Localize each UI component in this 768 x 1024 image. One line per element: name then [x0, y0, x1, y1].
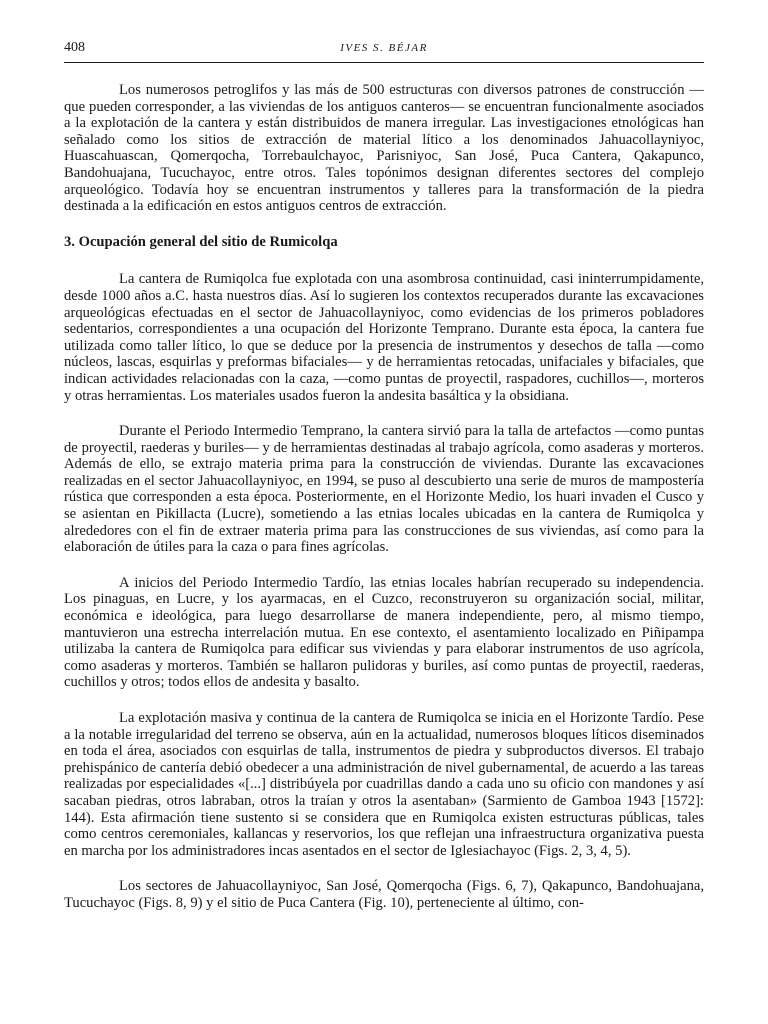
section-heading: 3. Ocupación general del sitio de Rumicolqa	[64, 233, 338, 250]
running-head-author: IVES S. BÉJAR	[340, 42, 428, 54]
page-body	[64, 82, 704, 931]
paragraph-1: Los numerosos petroglifos y las más de 500 estructuras con diversos patrones de construcción —que pueden corresponder, a las viviendas de los antiguos canteros— se encuentran funcionalmente asociados a la explotación de la cantera y están distribuidos de manera irregular. Las investigaciones etnológicas han señalado como los sitios de extracción de material lítico a los denominados Jahuacollayniyoc, Huascahuascan, Qomerqocha, Torrebaulchayoc, Parisniyoc, San José, Puca Cantera, Qakapunco, Bandohuajana, Tucuchayoc, entre otros. Tales topónimos designan diferentes sectores del complejo arqueológico. Todavía hoy se encuentran instrumentos y talleres para la transformación de la piedra destinada a la edificación en estos antiguos centros de extracción.	[64, 82, 704, 215]
page-header	[64, 40, 704, 63]
paragraph-5: La explotación masiva y continua de la cantera de Rumiqolca se inicia en el Horizonte Tardío. Pese a la notable irregularidad del terreno se observa, aún en la actualidad, numerosos bloques líticos diseminados en toda el área, asociados con esquirlas de talla, instrumentos de piedra y subproductos diversos. El trabajo prehispánico de cantería debió obedecer a una administración de nivel gubernamental, de acuerdo a las tareas realizadas por especialidades «[...] distribúyela por cuadrillas dando a cada uno su oficio con mandones y así sacaban piedras, otros labraban, otros la traían y otros la asentaban» (Sarmiento de Gamboa 1943 [1572]: 144). Esta afirmación tiene sustento si se considera que en Rumiqolca existen estructuras públicas, tales como centros ceremoniales, kallancas y reservorios, los que reflejan una infraestructura organizativa puesta en marcha por los administradores incas asentados en el sector de Iglesiachayoc (Figs. 2, 3, 4, 5).	[64, 710, 704, 859]
page-number: 408	[64, 40, 85, 55]
paragraph-2: La cantera de Rumiqolca fue explotada con una asombrosa continuidad, casi ininterrumpidamente, desde 1000 años a.C. hasta nuestros días. Así lo sugieren los contextos recuperados durante las excavaciones arqueológicas efectuadas en el sector de Jahuacollayniyoc, como evidencias de los primeros pobladores sedentarios, correspondientes a una ocupación del Horizonte Temprano. Durante esta época, la cantera fue utilizada como taller lítico, lo que se deduce por la presencia de instrumentos y desechos de talla —como núcleos, lascas, esquirlas y preformas bifaciales— y de herramientas retocadas, unifaciales y bifaciales, que indican actividades relacionadas con la caza, —como puntas de proyectil, raspadores, cuchillos—, morteros y otras herramientas. Los materiales usados fueron la andesita basáltica y la obsidiana.	[64, 271, 704, 404]
paragraph-3: Durante el Periodo Intermedio Temprano, la cantera sirvió para la talla de artefactos —como puntas de proyectil, raederas y buriles— y de herramientas destinadas al trabajo agrícola, como asaderas y morteros. Además de ello, se extrajo materia prima para la construcción de viviendas. Durante las excavaciones realizadas en el sector Jahuacollayniyoc, en 1994, se puso al descubierto una serie de muros de mampostería rústica que corresponden a esta época. Posteriormente, en el Horizonte Medio, los huari invaden el Cusco y se asientan en Pikillacta (Lucre), sometiendo a las etnias locales ubicadas en la cantera de Rumiqolca y alrededores con el fin de extraer materia prima para las construcciones de sus viviendas, así como para la elaboración de útiles para la caza o para fines agrícolas.	[64, 423, 704, 556]
paragraph-4: A inicios del Periodo Intermedio Tardío, las etnias locales habrían recuperado su independencia. Los pinaguas, en Lucre, y los ayarmacas, en el Cuzco, reconstruyeron su organización social, militar, económica e ideológica, para luego desarrollarse de manera independiente, pero, al mismo tiempo, mantuvieron una estrecha interrelación mutua. En ese contexto, el asentamiento localizado en Piñipampa utilizaba la cantera de Rumiqolca para edificar sus viviendas y para elaborar instrumentos de uso agrícola, como asaderas y morteros. También se hallaron pulidoras y buriles, así como puntas de proyectil, raederas, cuchillos y otros; todos ellos de andesita y basalto.	[64, 574, 704, 691]
paragraph-6: Los sectores de Jahuacollayniyoc, San José, Qomerqocha (Figs. 6, 7), Qakapunco, Bandohuajana, Tucuchayoc (Figs. 8, 9) y el sitio de Puca Cantera (Fig. 10), perteneciente al último, con-	[64, 878, 704, 911]
